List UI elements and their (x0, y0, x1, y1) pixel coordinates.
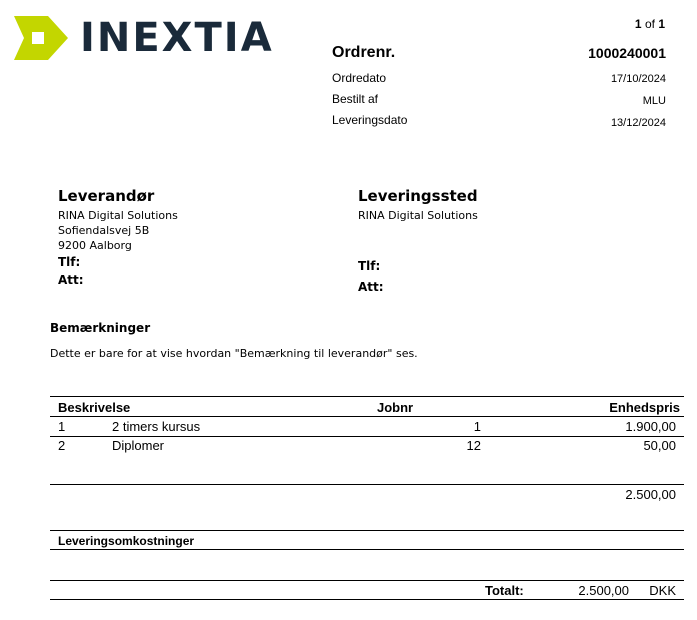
order-number-value: 1000240001 (588, 45, 666, 61)
inextia-logo-icon (14, 16, 68, 60)
delivery-address-line: RINA Digital Solutions (358, 209, 478, 222)
page-number: 1 of 1 (634, 17, 665, 31)
table-row-rule (50, 436, 684, 437)
row-job: 12 (466, 438, 481, 453)
row-unit-price: 50,00 (643, 438, 676, 453)
column-header-description: Beskrivelse (58, 400, 131, 415)
row-unit-price: 1.900,00 (625, 419, 676, 434)
delivery-date-value: 13/12/2024 (610, 117, 666, 129)
row-description: 2 timers kursus (112, 419, 201, 434)
supplier-title: Leverandør (58, 187, 155, 205)
row-description: Diplomer (112, 438, 165, 453)
total-amount: 2.500,00 (578, 583, 629, 598)
delivery-location-address (358, 208, 478, 223)
table-row (0, 419, 697, 437)
supplier-address-line: 9200 Aalborg (58, 239, 132, 252)
total-label: Totalt: (485, 583, 524, 598)
ordered-by-value: MLU (642, 95, 666, 107)
delivery-location-title: Leveringssted (358, 187, 478, 205)
delivery-date-label: Leveringsdato (332, 113, 408, 127)
row-number: 2 (58, 438, 66, 453)
delivery-att-label: Att: (358, 280, 384, 294)
table-row (0, 438, 697, 456)
delivery-costs-label: Leveringsomkostninger (58, 534, 195, 548)
subtotal-rule (50, 484, 684, 485)
column-header-unit-price: Enhedspris (609, 400, 680, 415)
order-number-label: Ordrenr. (332, 44, 396, 61)
order-date-value: 17/10/2024 (610, 73, 666, 85)
delivery-phone-label: Tlf: (358, 259, 381, 273)
total-currency: DKK (649, 583, 676, 598)
supplier-address-line: RINA Digital Solutions (58, 209, 178, 222)
supplier-att-label: Att: (58, 273, 84, 287)
supplier-address-line: Sofiendalsvej 5B (58, 224, 150, 237)
remarks-title: Bemærkninger (50, 321, 151, 335)
row-job: 1 (473, 419, 481, 434)
table-top-rule (50, 396, 684, 397)
total-bottom-rule (50, 599, 684, 600)
company-logo-text: INEXTIA (80, 15, 274, 61)
table-header-rule (50, 416, 684, 417)
delivery-costs-top-rule (50, 530, 684, 531)
column-header-job: Jobnr (377, 400, 414, 415)
supplier-address (58, 208, 178, 253)
total-top-rule (50, 580, 684, 581)
ordered-by-label: Bestilt af (332, 92, 379, 106)
remarks-text: Dette er bare for at vise hvordan "Bemærkning til leverandør" ses. (50, 347, 418, 360)
subtotal-value: 2.500,00 (625, 487, 676, 502)
delivery-costs-bottom-rule (50, 549, 684, 550)
row-number: 1 (58, 419, 66, 434)
order-date-label: Ordredato (332, 71, 387, 85)
supplier-phone-label: Tlf: (58, 255, 81, 269)
